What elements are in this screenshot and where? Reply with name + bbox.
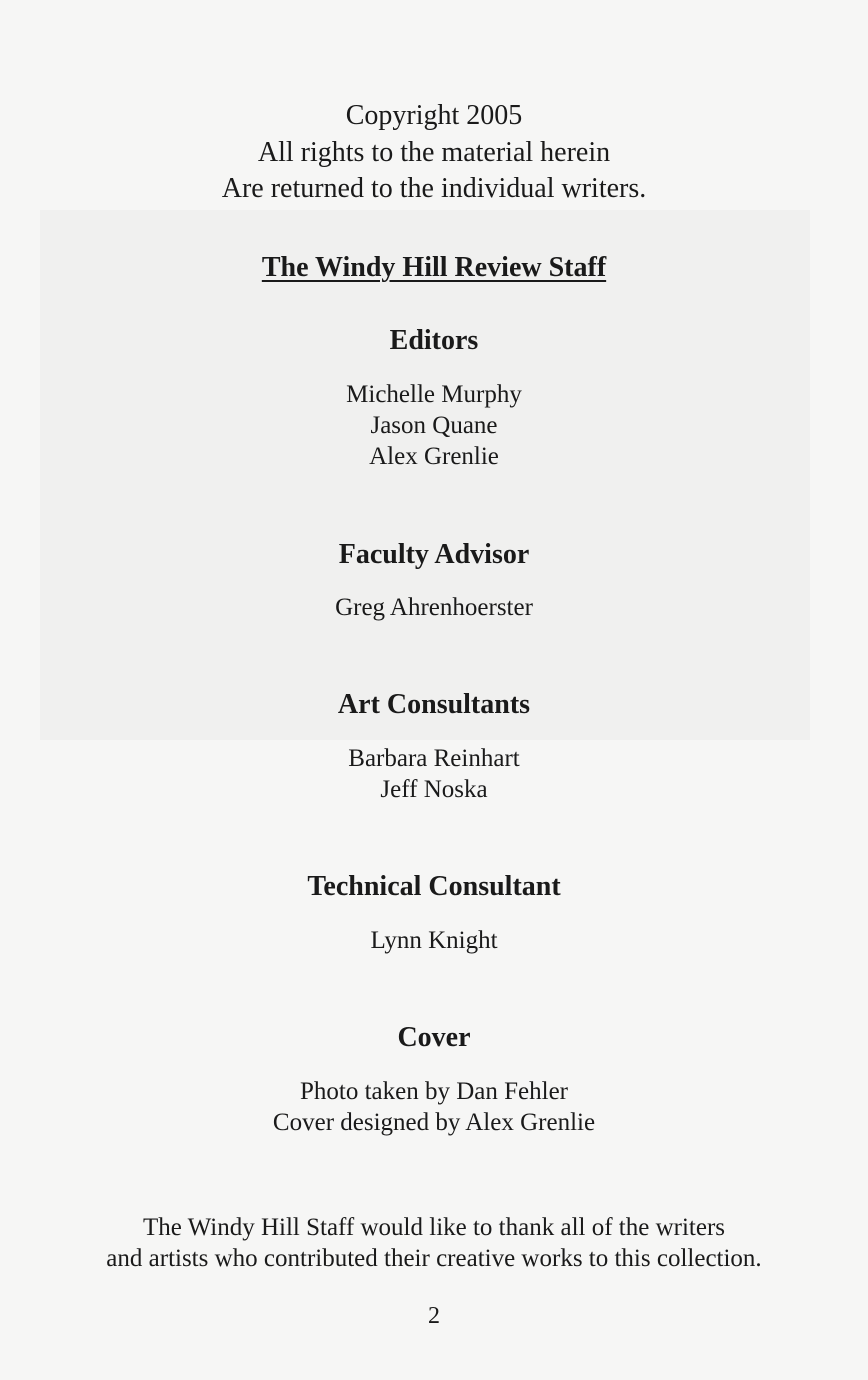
bleed-through-shadow (40, 210, 810, 740)
editor-name: Jason Quane (370, 412, 498, 439)
copyright-line: Copyright 2005 (345, 100, 523, 131)
technical-consultant-heading: Technical Consultant (307, 871, 561, 902)
page-number: 2 (428, 1303, 440, 1329)
art-consultants-heading: Art Consultants (337, 689, 531, 720)
rights-returned-line: Are returned to the individual writers. (221, 173, 647, 204)
art-consultant-name: Barbara Reinhart (348, 745, 520, 772)
thanks-line: The Windy Hill Staff would like to thank all of the writers (143, 1214, 725, 1241)
thanks-line: and artists who contributed their creative works to this collection. (106, 1245, 762, 1272)
faculty-advisor-name: Greg Ahrenhoerster (335, 594, 533, 621)
rights-line: All rights to the material herein (257, 137, 611, 168)
editor-name: Alex Grenlie (369, 443, 499, 470)
faculty-advisor-heading: Faculty Advisor (338, 539, 530, 570)
editor-name: Michelle Murphy (346, 381, 522, 408)
art-consultant-name: Jeff Noska (380, 776, 488, 803)
cover-heading: Cover (397, 1022, 471, 1053)
cover-credit-line: Photo taken by Dan Fehler (299, 1078, 568, 1105)
technical-consultant-name: Lynn Knight (370, 927, 498, 954)
editors-heading: Editors (389, 325, 479, 356)
staff-title: The Windy Hill Review Staff (261, 252, 607, 283)
cover-credit-line: Cover designed by Alex Grenlie (272, 1109, 596, 1136)
